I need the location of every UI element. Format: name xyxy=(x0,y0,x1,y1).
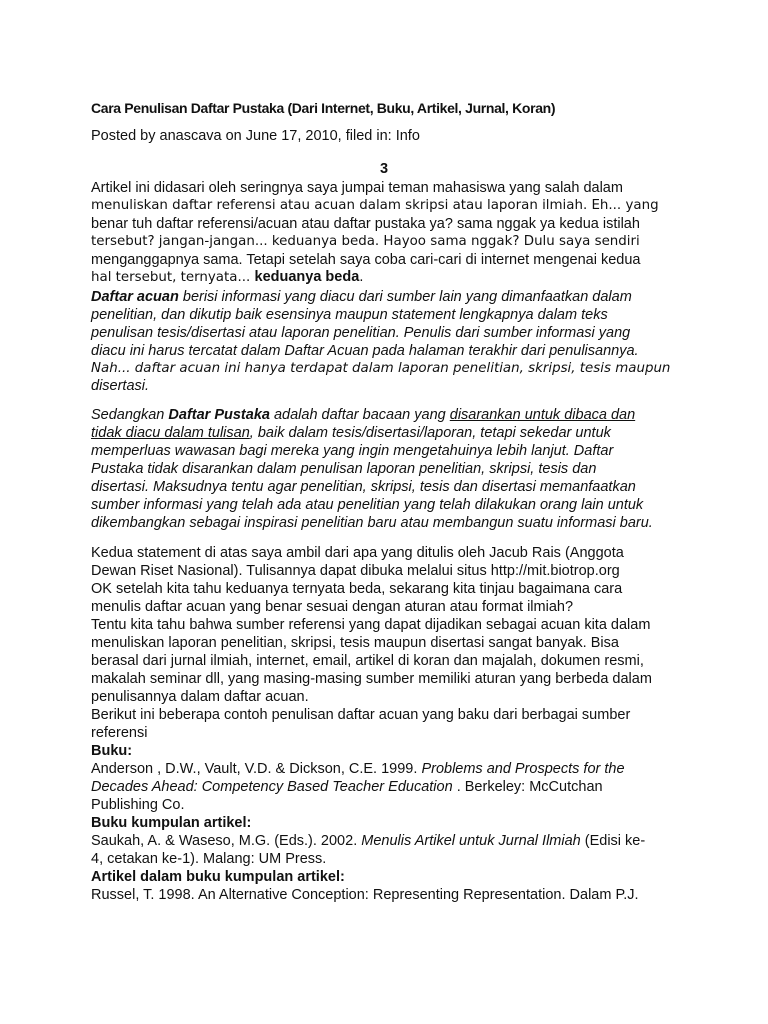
body-line: berasal dari jurnal ilmiah, internet, email, artikel di koran dan majalah, dokumen resmi, xyxy=(91,653,644,669)
intro-period: . xyxy=(359,270,364,285)
acuan-text: berisi informasi yang diacu dari sumber lain yang dimanfaatkan dalam xyxy=(182,289,632,305)
body-line: menuliskan laporan penelitian, skripsi, tesis maupun disertasi sangat banyak. Bisa xyxy=(91,635,619,651)
heading-buku: Buku: xyxy=(91,743,133,759)
pustaka-line: memperluas wawasan bagi mereka yang ingin mengetahuinya lebih lanjut. Daftar xyxy=(91,443,614,459)
body-line: Dewan Riset Nasional). Tulisannya dapat dibuka melalui situs http://mit.biotrop.org xyxy=(91,563,620,579)
acuan-line: Nah... daftar acuan ini hanya terdapat dalam laporan penelitian, skripsi, tesis maupun xyxy=(91,361,671,376)
body-line: referensi xyxy=(91,725,148,741)
body-line: Kedua statement di atas saya ambil dari apa yang ditulis oleh Jacub Rais (Anggota xyxy=(91,545,624,561)
reference-line: Saukah, A. & Waseso, M.G. (Eds.). 2002. Menulis Artikel untuk Jurnal Ilmiah (Edisi ke- xyxy=(91,833,646,849)
intro-line: benar tuh daftar referensi/acuan atau daftar pustaka ya? sama nggak ya kedua istilah xyxy=(91,216,640,232)
reference-line: Russel, T. 1998. An Alternative Conception: Representing Representation. Dalam P.J. xyxy=(91,887,639,903)
heading-buku-kumpulan: Buku kumpulan artikel: xyxy=(91,815,252,831)
intro-line xyxy=(91,268,364,287)
reference-line: Publishing Co. xyxy=(91,797,185,813)
body-line: menulis daftar acuan yang benar sesuai dengan aturan atau format ilmiah? xyxy=(91,599,574,615)
pustaka-line: disertasi. Maksudnya tentu agar penelitian, skripsi, tesis dan disertasi memanfaatkan xyxy=(91,479,636,495)
intro-line: tersebut? jangan-jangan... keduanya beda. Hayoo sama nggak? Dulu saya sendiri xyxy=(91,234,640,249)
underlined-phrase: disarankan untuk dibaca dan xyxy=(449,407,636,423)
reference-line: Decades Ahead: Competency Based Teacher Education . Berkeley: McCutchan xyxy=(91,779,603,795)
term-daftar-acuan: Daftar acuan xyxy=(91,289,179,305)
acuan-line: disertasi. xyxy=(91,378,150,394)
acuan-line: penulisan tesis/disertasi atau laporan penelitian. Penulis dari sumber informasi yang xyxy=(91,325,631,341)
reference-line: 4, cetakan ke-1). Malang: UM Press. xyxy=(91,851,327,867)
emphasis-keduanya-beda: keduanya beda xyxy=(254,269,360,285)
body-line: OK setelah kita tahu keduanya ternyata beda, sekarang kita tinjau bagaimana cara xyxy=(91,581,623,597)
heading-artikel-dalam-buku: Artikel dalam buku kumpulan artikel: xyxy=(91,869,345,885)
post-meta: Posted by anascava on June 17, 2010, filed in: Info xyxy=(91,128,420,144)
pustaka-line: tidak diacu dalam tulisan, baik dalam tesis/disertasi/laporan, tetapi sekedar untuk xyxy=(91,425,611,441)
acuan-line: diacu ini harus tercatat dalam Daftar Acuan pada halaman terakhir dari penulisannya. xyxy=(91,343,639,359)
underlined-phrase: tidak diacu dalam tulisan xyxy=(91,425,250,441)
reference-line: Anderson , D.W., Vault, V.D. & Dickson, C.E. 1999. Problems and Prospects for the xyxy=(91,761,625,777)
term-daftar-pustaka: Daftar Pustaka xyxy=(168,407,270,423)
acuan-line: penelitian, dan dikutip baik esensinya maupun statement lengkapnya dalam teks xyxy=(91,307,608,323)
pustaka-line: Pustaka tidak disarankan dalam penulisan laporan penelitian, skripsi, tesis dan xyxy=(91,461,597,477)
comment-count: 3 xyxy=(379,161,389,177)
pustaka-line: Sedangkan Daftar Pustaka adalah daftar bacaan yang disarankan untuk dibaca dan xyxy=(91,407,636,423)
body-line: Berikut ini beberapa contoh penulisan daftar acuan yang baku dari berbagai sumber xyxy=(91,707,631,723)
body-line: penulisannya dalam daftar acuan. xyxy=(91,689,309,705)
body-line: Tentu kita tahu bahwa sumber referensi yang dapat dijadikan sebagai acuan kita dalam xyxy=(91,617,651,633)
pustaka-line: sumber informasi yang telah ada atau penelitian yang telah dilakukan orang lain untuk xyxy=(91,497,644,513)
intro-line: Artikel ini didasari oleh seringnya saya jumpai teman mahasiswa yang salah dalam xyxy=(91,180,623,196)
intro-text: hal tersebut, ternyata... xyxy=(91,270,251,285)
document-title: Cara Penulisan Daftar Pustaka (Dari Internet, Buku, Artikel, Jurnal, Koran) xyxy=(91,100,556,116)
pustaka-line: dikembangkan sebagai inspirasi penelitian baru atau membangun suatu informasi baru. xyxy=(91,515,653,531)
intro-line: menganggapnya sama. Tetapi setelah saya coba cari-cari di internet mengenai kedua xyxy=(91,252,641,268)
acuan-line xyxy=(91,288,632,306)
body-line: makalah seminar dll, yang masing-masing sumber memiliki aturan yang berbeda dalam xyxy=(91,671,652,687)
intro-line: menuliskan daftar referensi atau acuan dalam skripsi atau laporan ilmiah. Eh... yang xyxy=(91,198,659,213)
